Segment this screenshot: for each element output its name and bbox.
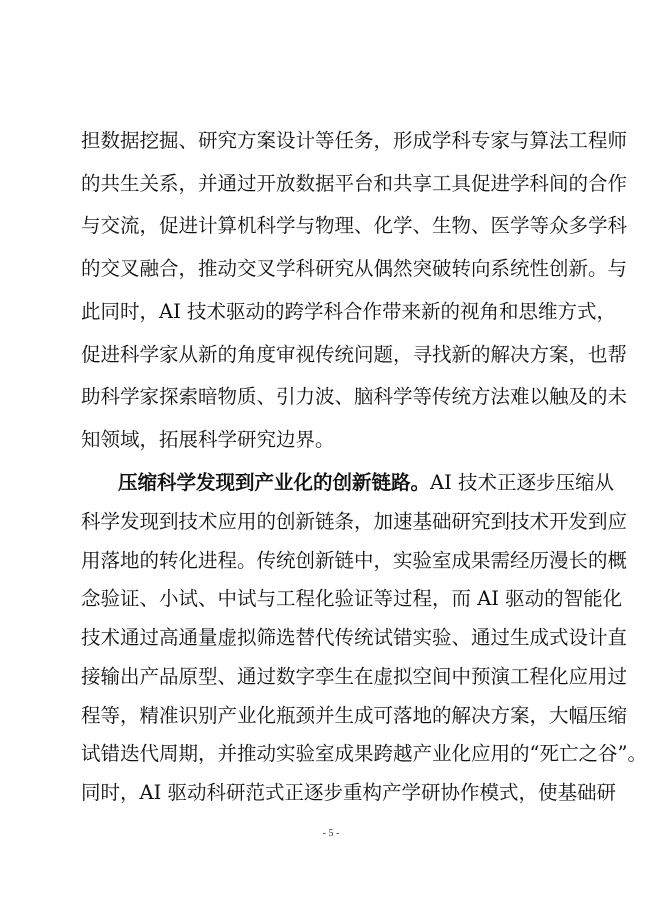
text-line: 担数据挖掘、研究方案设计等任务，形成学科专家与算法工程师 xyxy=(81,129,628,152)
text-line: 接输出产品原型、通过数字孪生在虚拟空间中预演工程化应用过 xyxy=(81,665,628,688)
text-line: 促进科学家从新的角度审视传统问题，寻找新的解决方案，也帮 xyxy=(81,343,628,366)
text-line: 此同时，AI 技术驱动的跨学科合作带来新的视角和思维方式， xyxy=(81,300,616,323)
page-number: - 5 - xyxy=(322,828,340,839)
section-heading: 压缩科学发现到产业化的创新链路。 xyxy=(118,471,431,494)
text-line: 念验证、小试、中试与工程化验证等过程，而 AI 驱动的智能化 xyxy=(81,587,623,610)
text-line: 技术通过高通量虚拟筛选替代传统试错实验、通过生成式设计直 xyxy=(81,626,628,649)
text-line: 助科学家探索暗物质、引力波、脑科学等传统方法难以触及的未 xyxy=(81,385,628,408)
text-line: 程等，精准识别产业化瓶颈并生成可落地的解决方案，大幅压缩 xyxy=(81,704,628,727)
text-line: 与交流，促进计算机科学与物理、化学、生物、医学等众多学科 xyxy=(81,214,628,237)
text-line: 用落地的转化进程。传统创新链中，实验室成果需经历漫长的概 xyxy=(81,549,628,572)
text-line: 的交叉融合，推动交叉学科研究从偶然突破转向系统性创新。与 xyxy=(81,257,628,280)
text-line: 科学发现到技术应用的创新链条，加速基础研究到技术开发到应 xyxy=(81,510,628,533)
text-run: AI 技术正逐步压缩从 xyxy=(430,471,614,494)
text-line: 的共生关系，并通过开放数据平台和共享工具促进学科间的合作 xyxy=(81,172,628,195)
text-line: 知领域，拓展科学研究边界。 xyxy=(81,428,335,451)
text-line: 同时，AI 驱动科研范式正逐步重构产学研协作模式，使基础研 xyxy=(81,781,616,804)
text-line xyxy=(118,465,614,501)
text-line: 试错迭代周期，并推动实验室成果跨越产业化应用的“死亡之谷”。 xyxy=(81,742,647,765)
